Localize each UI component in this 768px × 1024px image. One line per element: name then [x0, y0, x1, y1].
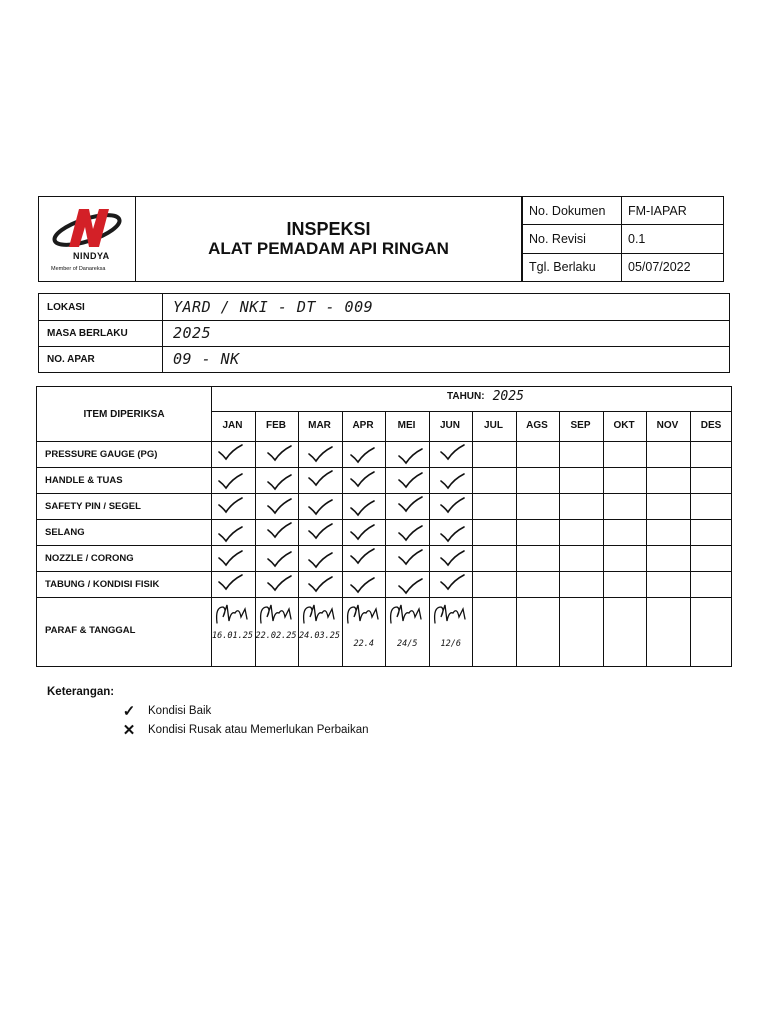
legend-bad — [122, 721, 369, 739]
grid-column-line — [603, 411, 604, 666]
grid-row-line — [37, 545, 731, 546]
apar-value: 09 - NK — [173, 350, 240, 368]
month-header-mar: MAR — [308, 419, 331, 431]
item-label: SELANG — [45, 526, 85, 538]
grid-column-line — [429, 411, 430, 666]
item-label: PRESSURE GAUGE (PG) — [45, 448, 158, 460]
check-icon: ✓ — [122, 703, 136, 720]
check-icon — [348, 498, 376, 518]
check-icon — [396, 523, 424, 543]
month-header-nov: NOV — [656, 419, 679, 431]
month-header-apr: APR — [352, 419, 374, 431]
grid-row-line — [37, 519, 731, 520]
grid-row-line — [37, 493, 731, 494]
month-header-okt: OKT — [613, 419, 635, 431]
meta-label: No. Dokumen — [523, 197, 622, 225]
check-icon — [438, 548, 466, 568]
form-header — [38, 196, 724, 282]
grid-column-line — [646, 411, 647, 666]
meta-label: Tgl. Berlaku — [523, 253, 622, 281]
info-row-lokasi — [39, 294, 729, 321]
item-label: SAFETY PIN / SEGEL — [45, 500, 141, 512]
month-header-ags: AGS — [526, 419, 548, 431]
paraf-label: PARAF & TANGGAL — [45, 625, 136, 636]
lokasi-value: YARD / NKI - DT - 009 — [173, 298, 374, 316]
check-icon — [265, 573, 293, 593]
check-icon — [306, 468, 334, 488]
check-icon — [396, 470, 424, 490]
legend-title: Keterangan: — [47, 686, 115, 698]
meta-row — [523, 253, 724, 281]
form-title — [136, 197, 522, 281]
masa-label: MASA BERLAKU — [39, 320, 163, 346]
grid-column-line — [516, 411, 517, 666]
lokasi-label: LOKASI — [39, 294, 163, 320]
grid-column-line — [690, 411, 691, 666]
grid-column-line — [472, 411, 473, 666]
check-icon — [438, 524, 466, 544]
grid-column-line — [298, 411, 299, 666]
check-icon — [306, 444, 334, 464]
logo-member-text: Member of Danareksa — [51, 266, 106, 272]
meta-value: FM-IAPAR — [622, 197, 724, 225]
signature-icon — [300, 601, 338, 629]
meta-row — [523, 197, 724, 225]
month-header-mei: MEI — [397, 419, 416, 431]
info-row-apar — [39, 346, 729, 372]
month-header-sep: SEP — [570, 419, 591, 431]
check-icon — [348, 445, 376, 465]
check-icon — [306, 497, 334, 517]
signature-icon — [213, 601, 251, 629]
title-line-2: ALAT PEMADAM API RINGAN — [208, 239, 449, 258]
check-icon — [306, 521, 334, 541]
check-icon — [438, 572, 466, 592]
item-label: TABUNG / KONDISI FISIK — [45, 578, 160, 590]
check-icon — [216, 524, 244, 544]
paraf-date: 22.02.25 — [255, 631, 297, 641]
masa-value: 2025 — [173, 324, 212, 342]
paraf-date: 24.03.25 — [299, 631, 340, 641]
apar-info — [38, 293, 730, 373]
month-header-jul: JUL — [484, 419, 503, 431]
check-icon — [396, 494, 424, 514]
check-icon — [348, 575, 376, 595]
check-icon — [216, 572, 244, 592]
check-icon — [265, 549, 293, 569]
check-icon — [396, 547, 424, 567]
item-header: ITEM DIPERIKSA — [83, 408, 165, 420]
paraf-date: 16.01.25 — [212, 631, 253, 641]
grid-column-line — [342, 411, 343, 666]
legend-ok-label: Kondisi Baik — [148, 705, 212, 717]
logo-name: NINDYA — [73, 251, 110, 261]
check-icon — [265, 520, 293, 540]
signature-icon — [431, 601, 469, 629]
month-header-jun: JUN — [439, 419, 460, 431]
item-label: HANDLE & TUAS — [45, 474, 123, 486]
cross-icon: ✕ — [122, 722, 136, 739]
grid-row-line — [37, 597, 731, 598]
meta-row — [523, 225, 724, 253]
check-icon — [306, 574, 334, 594]
check-icon — [216, 495, 244, 515]
signature-icon — [257, 601, 295, 629]
check-icon — [265, 443, 293, 463]
grid-column-line — [559, 411, 560, 666]
inspection-table — [36, 386, 732, 667]
check-icon — [348, 546, 376, 566]
check-icon — [438, 471, 466, 491]
check-icon — [396, 576, 424, 596]
legend-bad-label: Kondisi Rusak atau Memerlukan Perbaikan — [148, 724, 369, 736]
apar-label: NO. APAR — [39, 346, 163, 372]
legend-ok — [122, 702, 211, 720]
meta-value: 05/07/2022 — [622, 253, 724, 281]
tahun-label: TAHUN: — [447, 391, 485, 402]
check-icon — [306, 550, 334, 570]
month-header-des: DES — [700, 419, 722, 431]
grid-column-line — [385, 411, 386, 666]
paraf-date: 24/5 — [397, 639, 418, 649]
grid-column-line — [255, 411, 256, 666]
check-icon — [438, 442, 466, 462]
check-icon — [216, 548, 244, 568]
signature-icon — [344, 601, 382, 629]
month-header-jan: JAN — [222, 419, 243, 431]
meta-label: No. Revisi — [523, 225, 622, 253]
month-header-feb: FEB — [266, 419, 286, 431]
document-meta — [522, 197, 723, 281]
info-row-masa — [39, 320, 729, 347]
company-logo — [39, 197, 136, 281]
tahun-value: 2025 — [492, 389, 524, 404]
check-icon — [438, 495, 466, 515]
check-icon — [216, 442, 244, 462]
paraf-date: 12/6 — [440, 639, 461, 649]
title-line-1: INSPEKSI — [286, 219, 371, 239]
tahun-header — [447, 389, 524, 404]
grid-row-line — [37, 467, 731, 468]
paraf-date: 22.4 — [353, 639, 374, 649]
check-icon — [216, 471, 244, 491]
check-icon — [348, 522, 376, 542]
check-icon — [348, 469, 376, 489]
check-icon — [265, 472, 293, 492]
item-label: NOZZLE / CORONG — [45, 552, 134, 564]
meta-value: 0.1 — [622, 225, 724, 253]
check-icon — [265, 496, 293, 516]
check-icon — [396, 446, 424, 466]
signature-icon — [387, 601, 425, 629]
nindya-logo-icon — [49, 203, 125, 253]
